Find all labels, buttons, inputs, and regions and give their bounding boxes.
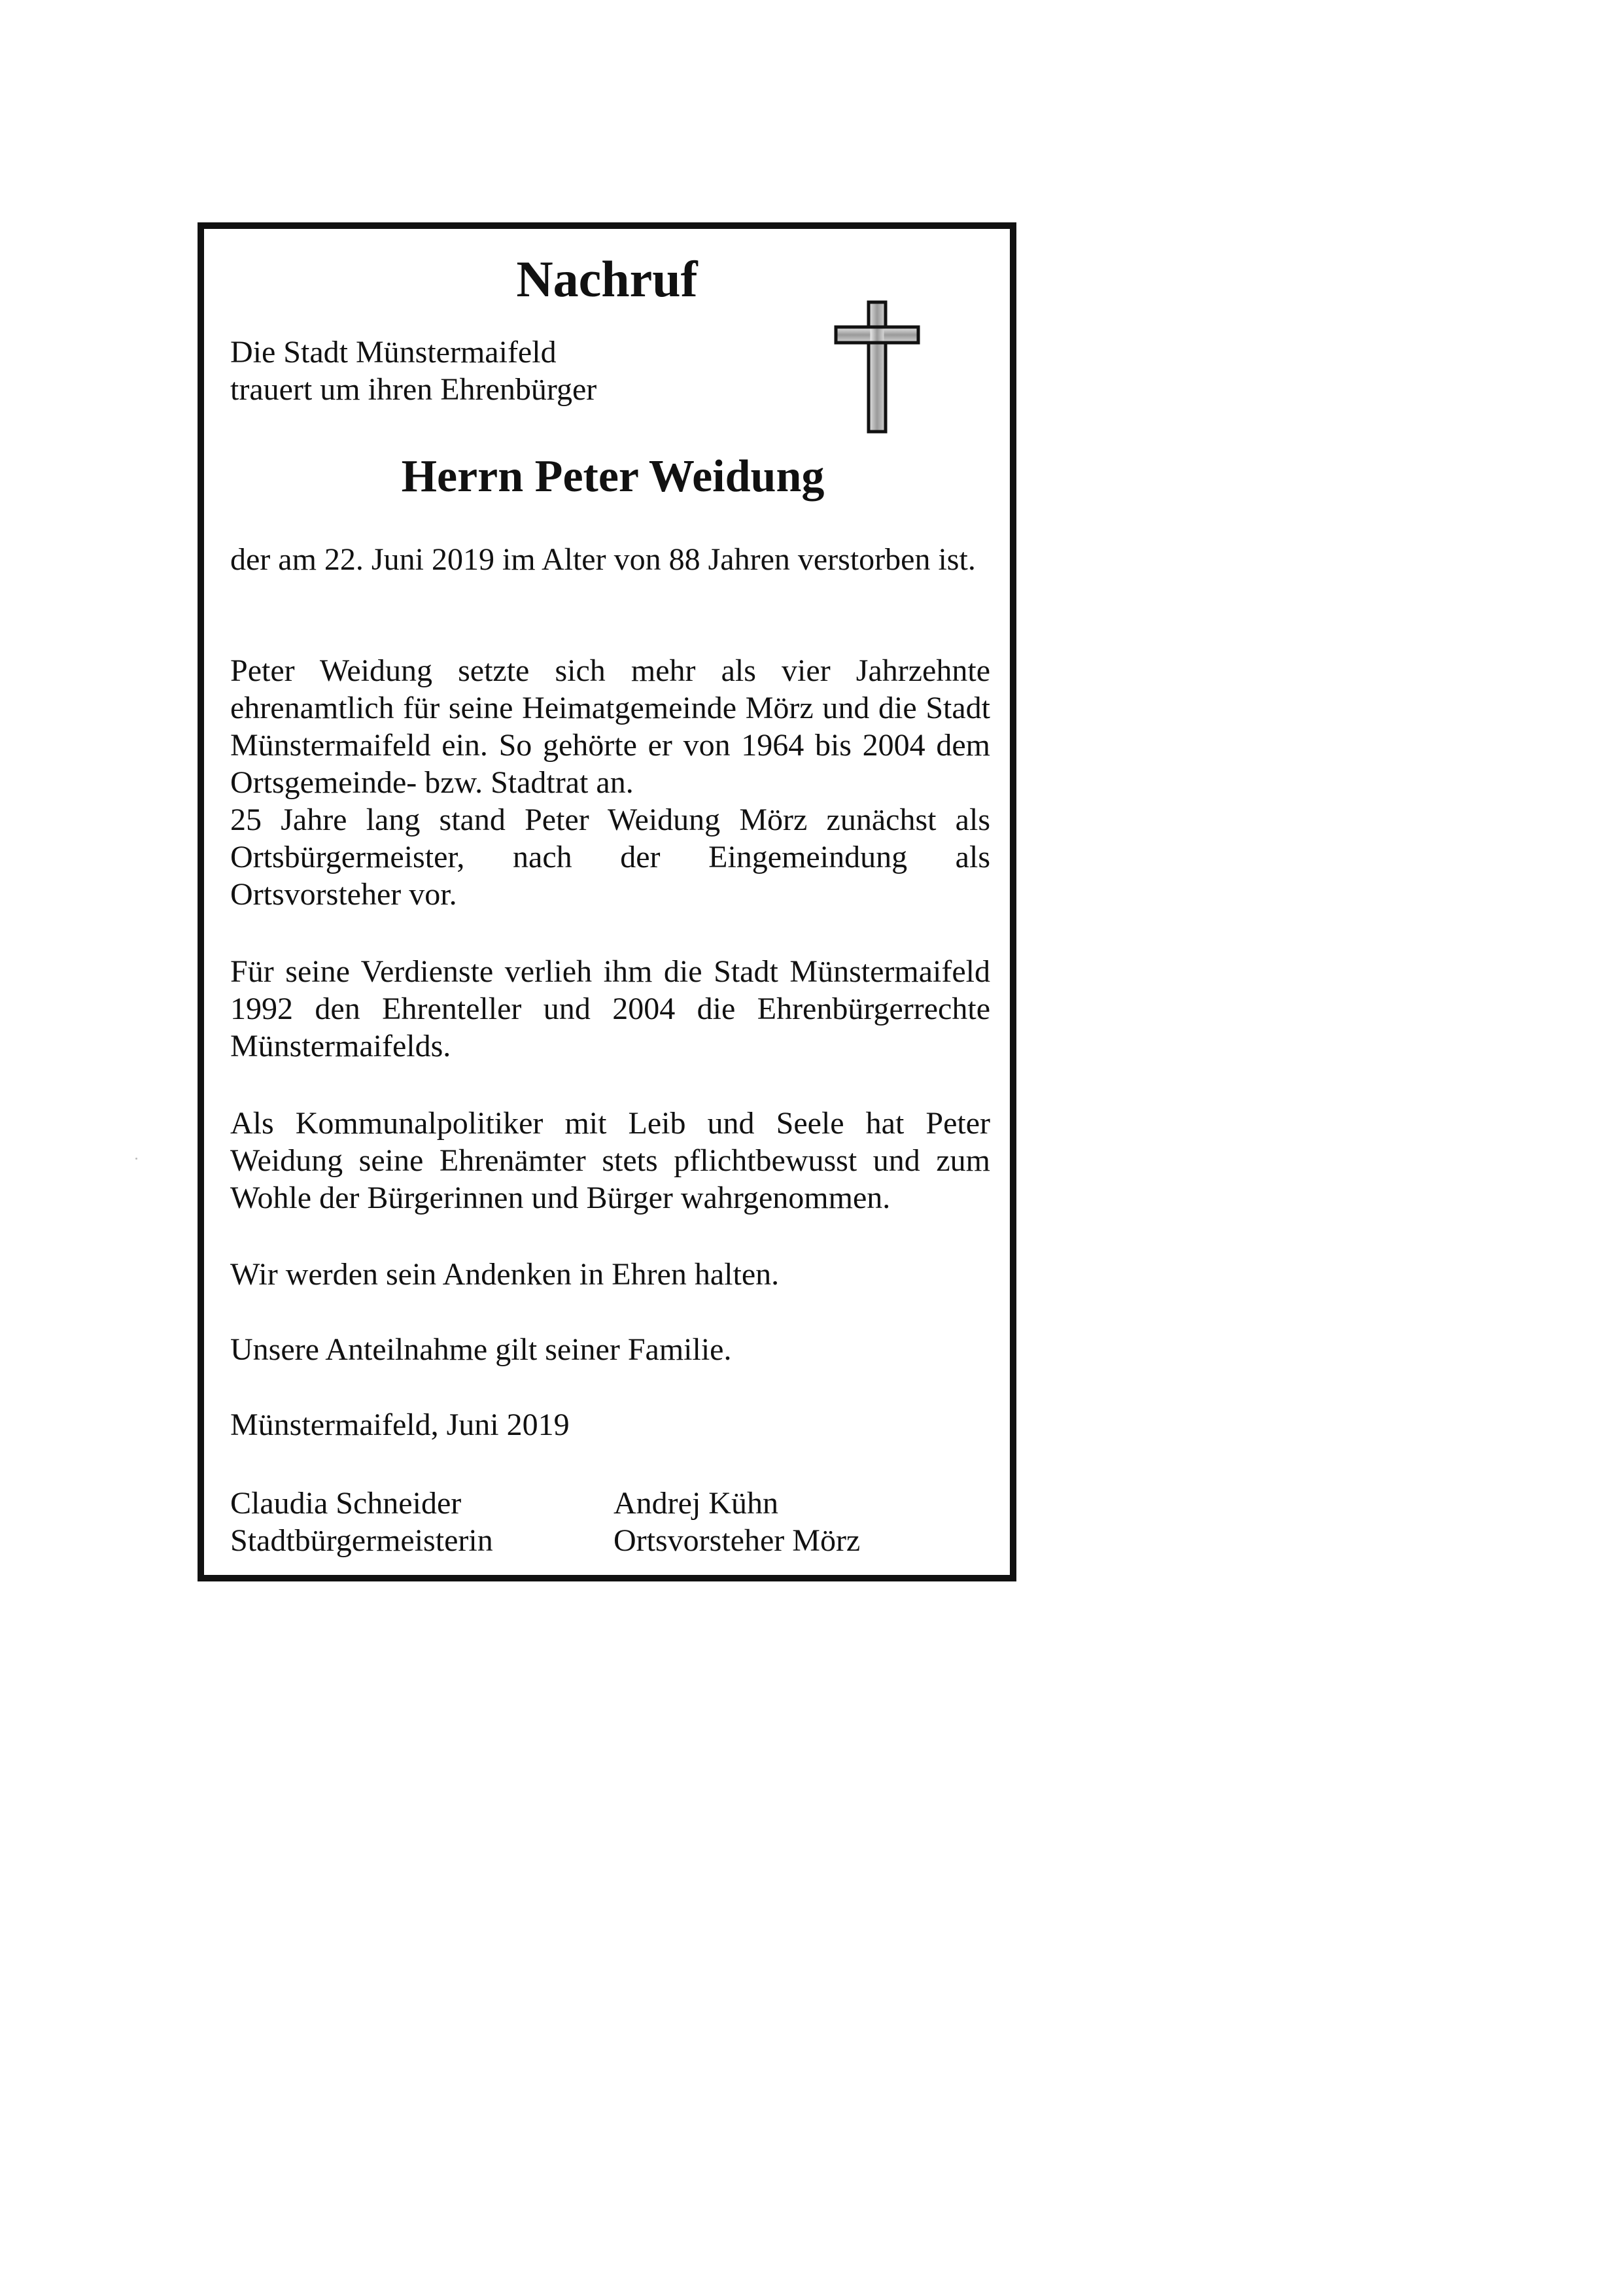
signatory-2-role: Ortsvorsteher Mörz xyxy=(613,1523,861,1558)
paragraph-service-1: Peter Weidung setzte sich mehr als vier Jahrzehnte ehrenamtlich für seine Heimatgemeinde Mörz und die Stadt Münstermaifeld ein. So gehörte er von 1964 bis 2004 dem Ortsgemeinde- bzw. Stadtrat an. xyxy=(230,653,990,800)
signature-block-1 xyxy=(230,1485,493,1559)
intro-line-1: Die Stadt Münstermaifeld xyxy=(230,335,557,370)
intro-text xyxy=(230,334,596,408)
paragraph-politics: Als Kommunalpolitiker mit Leib und Seele hat Peter Weidung seine Ehrenämter stets pflichtbewusst und zum Wohle der Bürgerinnen und Bürger wahrgenommen. xyxy=(230,1106,990,1215)
paragraph-service-2: 25 Jahre lang stand Peter Weidung Mörz zunächst als Ortsbürgermeister, nach der Eingemeindung als Ortsvorsteher vor. xyxy=(230,802,990,912)
notice-title: Nachruf xyxy=(516,250,698,307)
intro-line-2: trauert um ihren Ehrenbürger xyxy=(230,372,597,407)
signatory-1-name: Claudia Schneider xyxy=(230,1486,462,1521)
scan-speck xyxy=(135,1158,137,1160)
deceased-name: Herrn Peter Weidung xyxy=(401,451,825,502)
cross-icon xyxy=(832,300,924,434)
place-date: Münstermaifeld, Juni 2019 xyxy=(230,1407,570,1442)
paragraph-memory: Wir werden sein Andenken in Ehren halten. xyxy=(230,1257,780,1292)
signatory-1-role: Stadtbürgermeisterin xyxy=(230,1523,493,1558)
paragraph-death: der am 22. Juni 2019 im Alter von 88 Jahren verstorben ist. xyxy=(230,542,976,577)
paragraph-condolence: Unsere Anteilnahme gilt seiner Familie. xyxy=(230,1332,732,1367)
obituary-notice xyxy=(198,222,1016,1581)
paragraph-honors: Für seine Verdienste verlieh ihm die Stadt Münstermaifeld 1992 den Ehrenteller und 2004 die Ehrenbürgerrechte Münstermaifelds. xyxy=(230,954,990,1063)
signatory-2-name: Andrej Kühn xyxy=(613,1486,778,1521)
signature-block-2 xyxy=(613,1485,860,1559)
